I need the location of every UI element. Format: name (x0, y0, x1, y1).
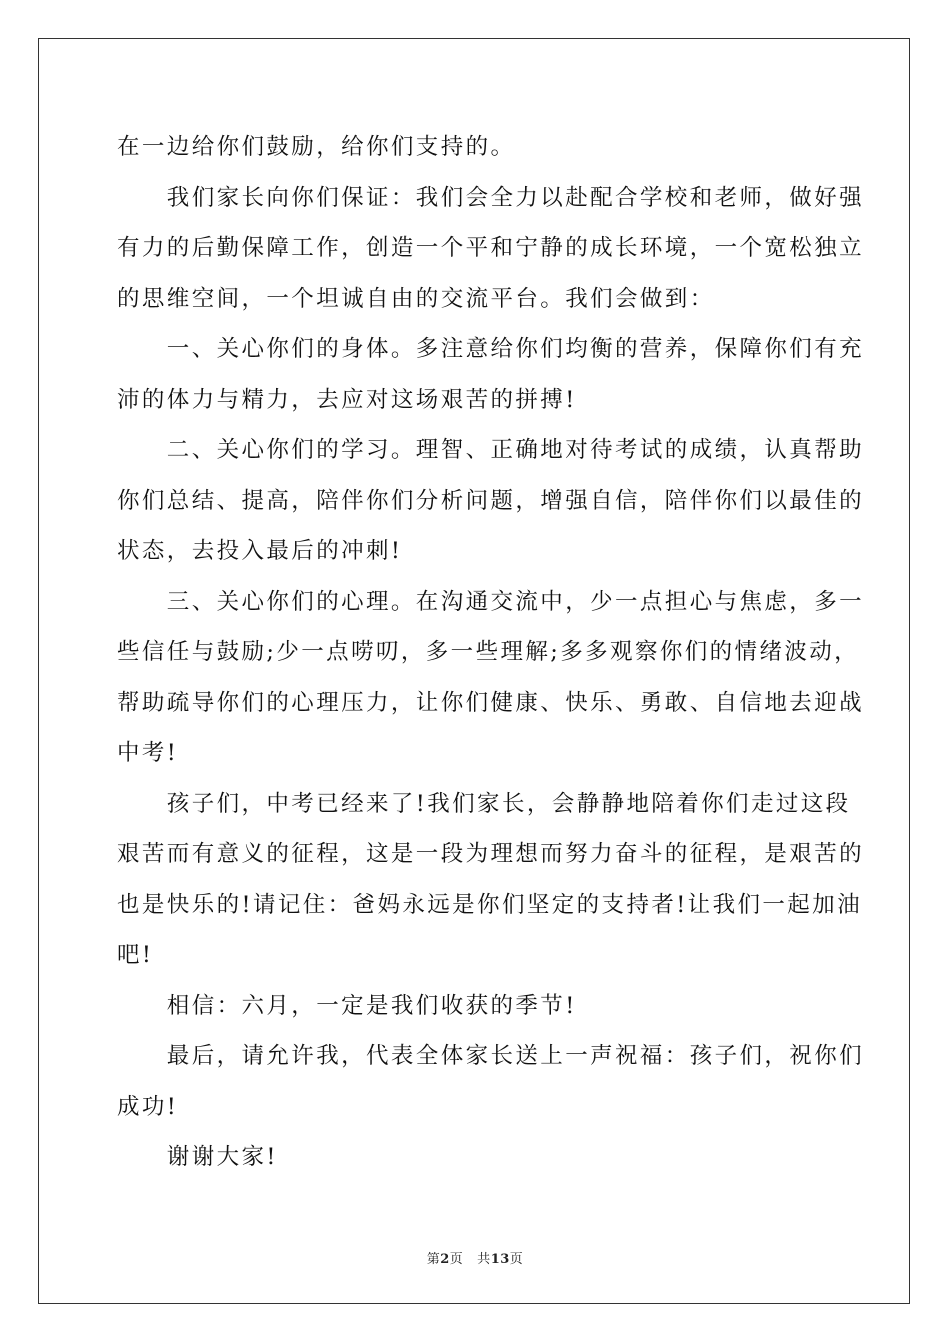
total-label-prefix: 共 (477, 1252, 491, 1267)
text-line: 成功! (117, 1093, 179, 1120)
text-line: 有力的后勤保障工作，创造一个平和宁静的成长环境，一个宽松独立 (117, 235, 865, 261)
page-footer (0, 1248, 950, 1267)
total-pages: 13 (490, 1252, 510, 1267)
text-line: 沛的体力与精力，去应对这场艰苦的拼搏! (117, 386, 577, 413)
page-label-suffix: 页 (449, 1252, 464, 1267)
text-line: 的思维空间，一个坦诚自由的交流平台。我们会做到： (117, 285, 715, 312)
text-line: 三、关心你们的心理。在沟通交流中，少一点担心与焦虑，多一 (117, 588, 865, 615)
text-line: 些信任与鼓励;少一点唠叨，多一些理解;多多观察你们的情绪波动， (117, 639, 860, 665)
text-line: 你们总结、提高，陪伴你们分析问题，增强自信，陪伴你们以最佳的 (117, 487, 865, 514)
text-line: 一、关心你们的身体。多注意给你们均衡的营养，保障你们有充 (117, 336, 865, 362)
text-line: 最后，请允许我，代表全体家长送上一声祝福：孩子们，祝你们 (117, 1043, 865, 1069)
text-line: 二、关心你们的学习。理智、正确地对待考试的成绩，认真帮助 (117, 437, 865, 463)
text-line: 吧! (117, 942, 154, 968)
text-line: 中考! (117, 740, 179, 766)
text-line: 也是快乐的!请记住：爸妈永远是你们坚定的支持者!让我们一起加油 (117, 891, 862, 918)
text-line: 艰苦而有意义的征程，这是一段为理想而努力奋斗的征程，是艰苦的 (117, 841, 865, 867)
document-body (117, 128, 865, 1189)
text-line: 孩子们，中考已经来了!我们家长，会静静地陪着你们走过这段 (117, 790, 851, 817)
page-number: 2 (440, 1252, 450, 1267)
text-line: 我们家长向你们保证：我们会全力以赴配合学校和老师，做好强 (117, 184, 865, 211)
text-line: 帮助疏导你们的心理压力，让你们健康、快乐、勇敢、自信地去迎战 (117, 689, 865, 716)
text-line: 谢谢大家! (117, 1144, 278, 1170)
text-line: 状态，去投入最后的冲刺! (117, 538, 403, 564)
text-line: 相信：六月，一定是我们收获的季节! (117, 992, 577, 1019)
total-label-suffix: 页 (509, 1252, 524, 1267)
page-label-prefix: 第 (426, 1252, 441, 1267)
text-line: 在一边给你们鼓励，给你们支持的。 (117, 134, 516, 160)
